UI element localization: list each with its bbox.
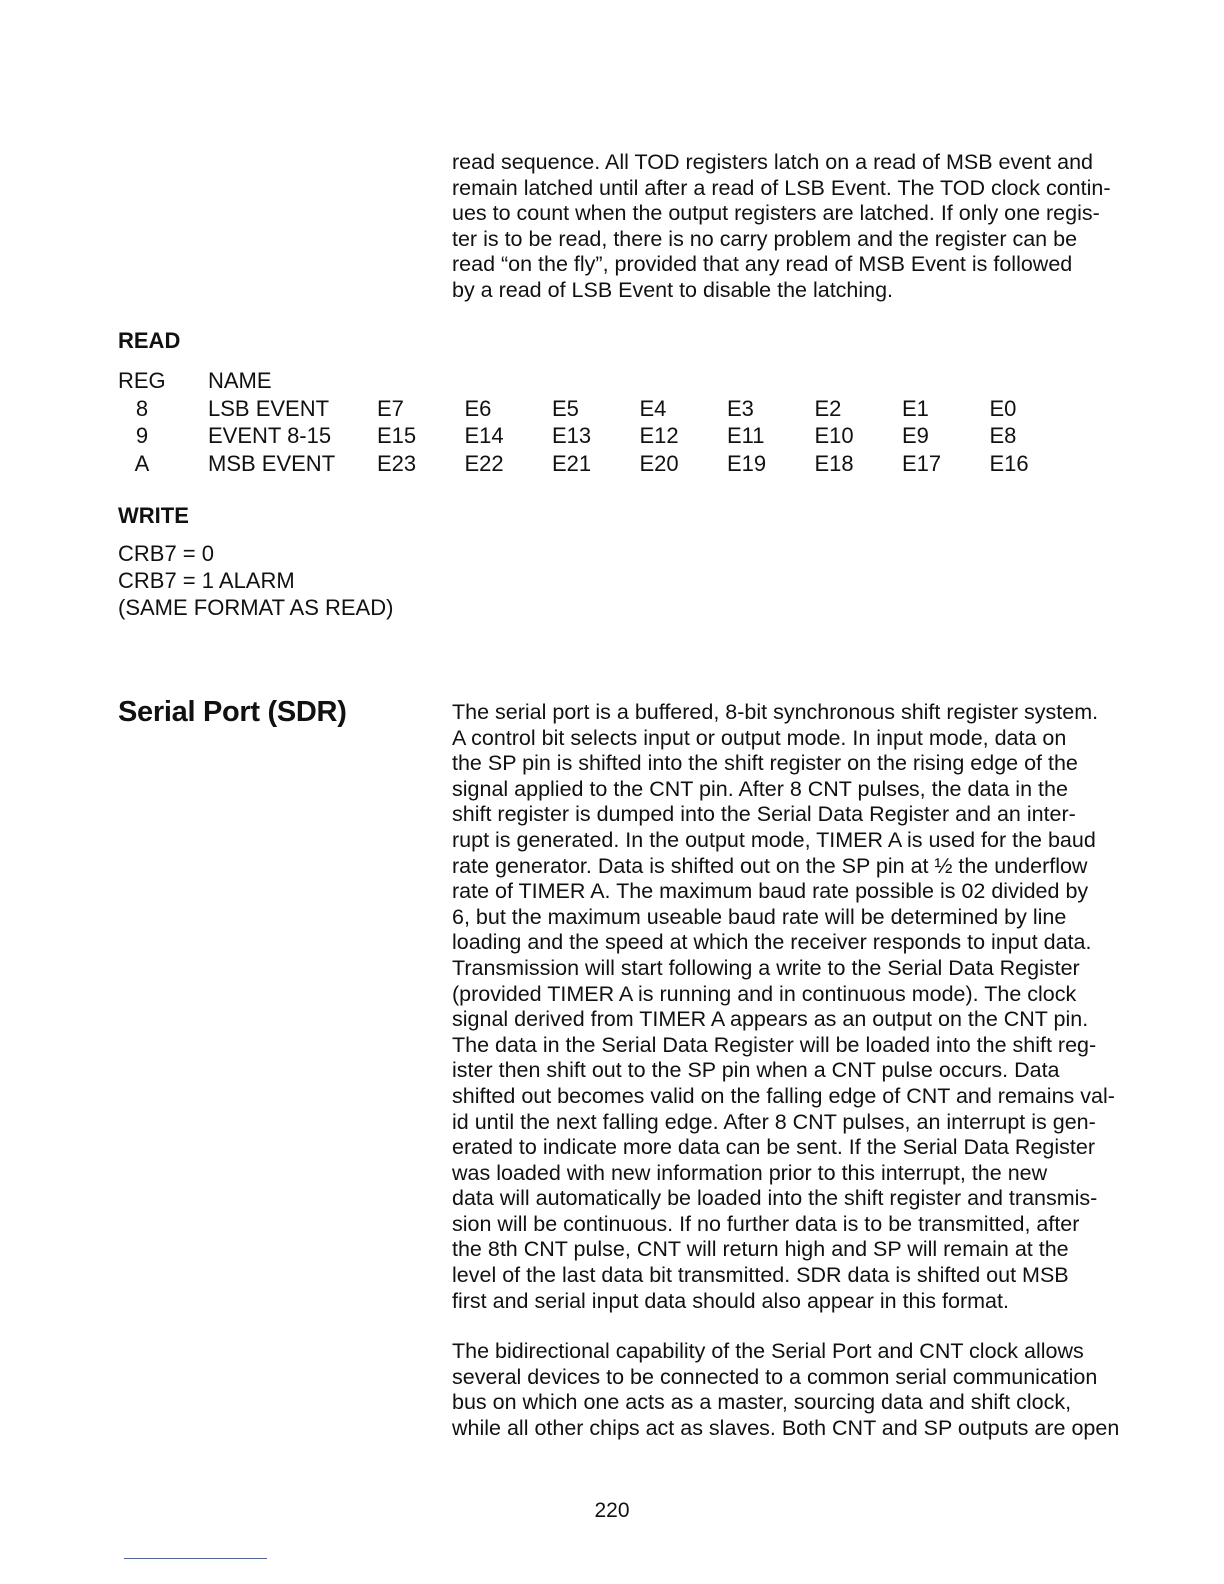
text-line: was loaded with new information prior to this interrupt, the new (452, 1160, 1048, 1185)
text-line: bus on which one acts as a master, sourcing data and shift clock, (452, 1390, 1072, 1415)
bit-cell: E4 (639, 395, 667, 421)
text-line: several devices to be connected to a common serial communication (452, 1364, 1098, 1389)
write-line: CRB7 = 1 ALARM (118, 568, 295, 593)
write-line: (SAME FORMAT AS READ) (118, 595, 394, 620)
text-line: ter is to be read, there is no carry problem and the register can be (452, 226, 1078, 251)
bit-cell: E7 (377, 395, 404, 421)
write-heading: WRITE (118, 503, 189, 528)
bit-cell: E11 (727, 423, 765, 448)
text-line: signal applied to the CNT pin. After 8 CNT pulses, the data in the (452, 776, 1068, 801)
bit-cell: E23 (377, 450, 417, 476)
name-cell: EVENT 8-15 (208, 423, 332, 448)
bit-cell: E8 (989, 423, 1017, 448)
bit-cell: E18 (814, 450, 854, 476)
bit-cell: E22 (464, 450, 504, 476)
text-line: rupt is generated. In the output mode, TIMER A is used for the baud (452, 827, 1096, 852)
bit-cell: E2 (814, 395, 842, 421)
text-line: data will automatically be loaded into the shift register and transmis- (452, 1186, 1098, 1211)
bit-cell: E15 (377, 423, 417, 448)
table-row (118, 396, 1077, 424)
bit-cell: E16 (989, 450, 1029, 476)
text-line: sion will be continuous. If no further data is to be transmitted, after (452, 1211, 1080, 1236)
text-line: ister then shift out to the SP pin when a CNT pulse occurs. Data (452, 1058, 1060, 1083)
write-block (118, 540, 393, 621)
bit-cell: E9 (902, 423, 929, 448)
text-line: erated to indicate more data can be sent. If the Serial Data Register (452, 1135, 1095, 1160)
bit-cell: E13 (552, 423, 592, 448)
serial-port-paragraph-1 (452, 700, 1115, 1314)
bit-cell: E6 (464, 395, 492, 421)
text-line: The serial port is a buffered, 8-bit synchronous shift register system. (452, 700, 1099, 724)
reg-cell: A (134, 450, 150, 476)
text-line: read sequence. All TOD registers latch on a read of MSB event and (452, 150, 1093, 174)
tod-read-paragraph (452, 150, 1111, 304)
section-heading: Serial Port (SDR) (118, 696, 347, 728)
write-line: CRB7 = 0 (118, 541, 214, 566)
text-line: remain latched until after a read of LSB Event. The TOD clock contin- (452, 175, 1111, 200)
text-line: The bidirectional capability of the Serial Port and CNT clock allows (452, 1339, 1084, 1363)
text-line: signal derived from TIMER A appears as an output on the CNT pin. (452, 1007, 1089, 1032)
bit-cell: E0 (989, 395, 1017, 421)
read-heading: READ (118, 328, 181, 353)
text-line: loading and the speed at which the receiver responds to input data. (452, 930, 1092, 955)
text-line: shifted out becomes valid on the falling edge of CNT and remains val- (452, 1083, 1115, 1108)
text-line: Transmission will start following a write to the Serial Data Register (452, 955, 1080, 980)
name-cell: MSB EVENT (208, 450, 336, 476)
text-line: the SP pin is shifted into the shift register on the rising edge of the (452, 751, 1078, 776)
text-line: the 8th CNT pulse, CNT will return high and SP will remain at the (452, 1237, 1069, 1262)
bit-cell: E17 (902, 450, 942, 476)
bit-cell: E20 (639, 450, 679, 476)
serial-port-paragraph-2 (452, 1339, 1120, 1441)
text-line: rate of TIMER A. The maximum baud rate possible is 02 divided by (452, 879, 1089, 904)
bit-cell: E21 (552, 450, 592, 476)
text-line: id until the next falling edge. After 8 CNT pulses, an interrupt is gen- (452, 1109, 1096, 1134)
bit-cell: E1 (902, 395, 929, 421)
text-line: A control bit selects input or output mode. In input mode, data on (452, 725, 1067, 750)
text-line: first and serial input data should also appear in this format. (452, 1288, 1009, 1313)
bit-cell: E19 (727, 450, 767, 476)
text-line: 6, but the maximum useable baud rate will be determined by line (452, 904, 1067, 929)
text-line: level of the last data bit transmitted. SDR data is shifted out MSB (452, 1263, 1069, 1288)
bit-cell: E14 (464, 423, 504, 448)
text-line: read “on the fly”, provided that any read of MSB Event is followed (452, 252, 1073, 277)
text-line: The data in the Serial Data Register will be loaded into the shift reg- (452, 1032, 1097, 1057)
bit-cell: E5 (552, 395, 579, 421)
bit-cell: E12 (639, 423, 679, 448)
text-line: while all other chips act as slaves. Both CNT and SP outputs are open (452, 1415, 1120, 1440)
text-line: ues to count when the output registers are latched. If only one regis- (452, 201, 1100, 226)
col-name-header: NAME (208, 368, 272, 393)
text-line: by a read of LSB Event to disable the latching. (452, 277, 894, 302)
text-line: shift register is dumped into the Serial Data Register and an inter- (452, 802, 1076, 827)
bit-cell: E3 (727, 395, 754, 421)
bit-cell: E10 (814, 423, 854, 448)
text-line: (provided TIMER A is running and in continuous mode). The clock (452, 981, 1077, 1006)
page-number: 220 (594, 1499, 630, 1522)
reg-cell: 8 (135, 395, 149, 421)
table-row (118, 423, 1077, 451)
table-row (118, 451, 1077, 479)
read-register-table (118, 368, 1077, 478)
footer-rule (124, 1558, 267, 1559)
table-header-row (118, 368, 1077, 396)
name-cell: LSB EVENT (208, 395, 330, 421)
col-reg-header: REG (118, 368, 166, 393)
reg-cell: 9 (135, 423, 149, 448)
text-line: rate generator. Data is shifted out on the SP pin at ½ the underflow (452, 853, 1088, 878)
